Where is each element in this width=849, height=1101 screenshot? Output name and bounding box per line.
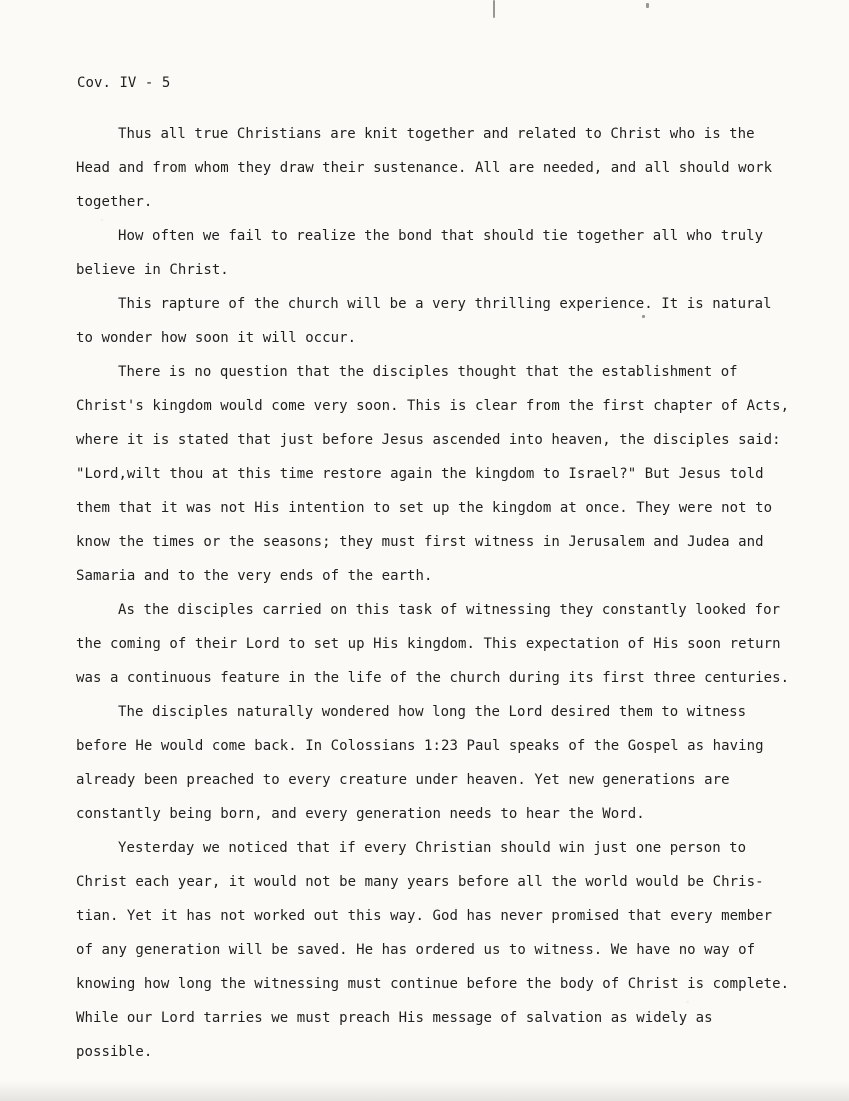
paragraph-6: The disciples naturally wondered how long the Lord desired them to witness before He would come back. In Colossians 1:23 Paul speaks of the Gospel as having already been preached to every creature under heaven. Yet new generations are constantly being born, and every generation needs to hear the Word.: [76, 704, 764, 822]
paragraph-3: This rapture of the church will be a very thrilling experience. It is natural to wonder how soon it will occur.: [76, 296, 772, 346]
scan-mark-top-left: [493, 0, 495, 18]
paragraph-5: As the disciples carried on this task of witnessing they constantly looked for the coming of their Lord to set up His kingdom. This expectation of His soon return was a continuous feature in the life of the church during its first three centuries.: [76, 602, 790, 686]
paragraph-4: There is no question that the disciples thought that the establishment of Christ's kingdom would come very soon. This is clear from the first chapter of Acts, where it is stated that just before Jesus ascended into heaven, the disciples said: "Lord,wilt thou at this time restore again the kingdom to Israel?" But Jesus told them that it was not His intention to set up the kingdom at once. They were not to know the times or the seasons; they must first witness in Jerusalem and Judea and Samaria and to the very ends of the earth.: [76, 364, 790, 584]
document-body: [76, 117, 794, 1069]
scan-noise-band: [0, 1081, 849, 1101]
paragraph-2: How often we fail to realize the bond that should tie together all who truly believe in Christ.: [76, 228, 764, 278]
page-header: Cov. IV - 5: [77, 75, 171, 91]
paragraph-1: Thus all true Christians are knit together and related to Christ who is the Head and from whom they draw their sustenance. All are needed, and all should work together.: [76, 126, 773, 210]
paragraph-7: Yesterday we noticed that if every Christian should win just one person to Christ each year, it would not be many years before all the world would be Chris- tian. Yet it has not worked out this way. God has never promised that every member of any generation will be saved. He has ordered us to witness. We have no way of knowing how long the witnessing must continue before the body of Christ is complete. While our Lord tarries we must preach His message of salvation as widely as possible.: [76, 840, 790, 1060]
scan-mark-top-right: [646, 3, 649, 8]
